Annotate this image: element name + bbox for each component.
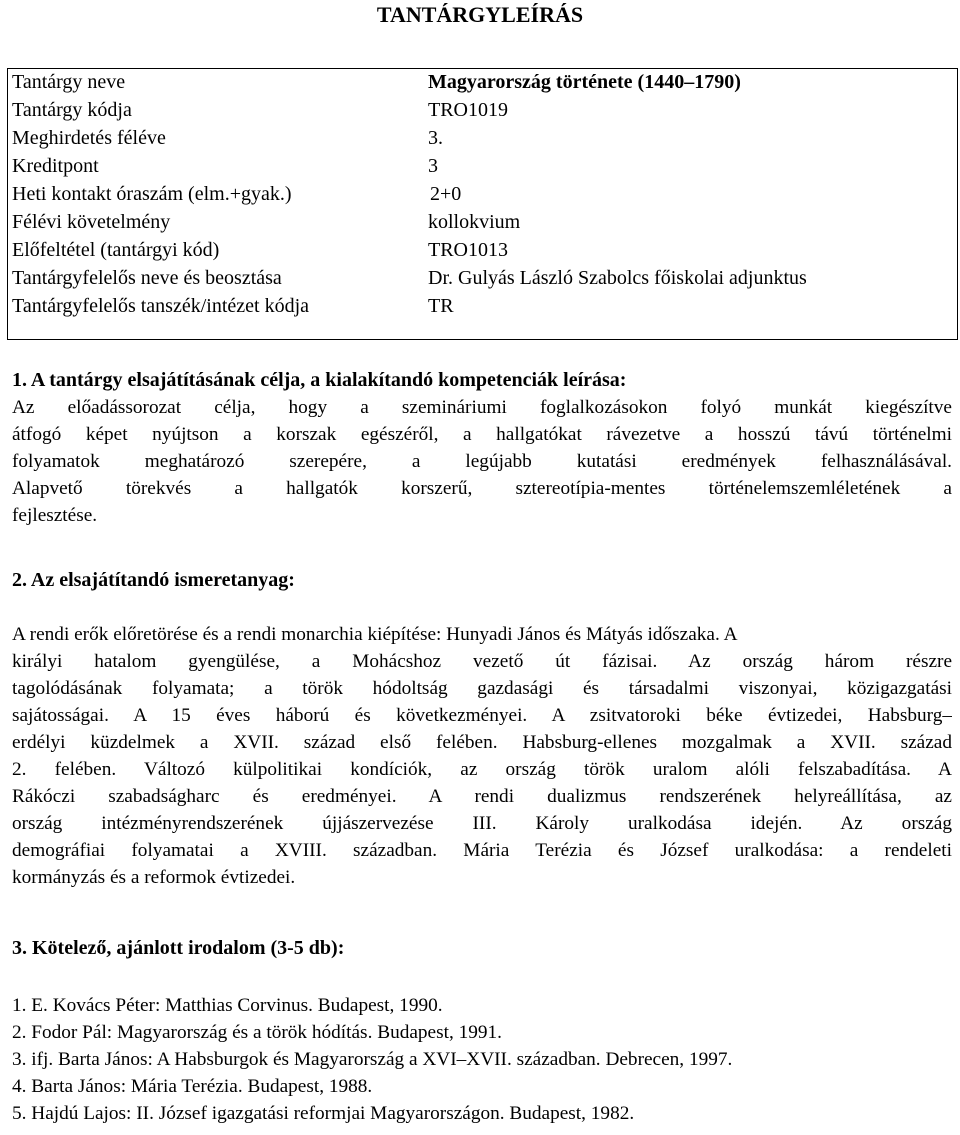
info-value: TR — [428, 295, 454, 317]
info-label: Tantárgy neve — [12, 71, 126, 93]
info-label: Előfeltétel (tantárgyi kód) — [12, 239, 220, 261]
paragraph-line: Rákóczi szabadságharc és eredményei. A rendi dualizmus rendszerének helyreállítása, az — [12, 786, 952, 807]
paragraph-line: demográfiai folyamatai a XVIII. században. Mária Terézia és József uralkodása: a rendeleti — [12, 840, 952, 861]
paragraph-line: A rendi erők előretörése és a rendi monarchia kiépítése: Hunyadi János és Mátyás időszaka. A — [12, 624, 738, 645]
info-label: Tantárgyfelelős neve és beosztása — [12, 267, 282, 289]
info-label: Félévi követelmény — [12, 211, 171, 233]
info-value: TRO1019 — [428, 99, 508, 121]
info-value: Magyarország története (1440–1790) — [428, 71, 741, 93]
info-value: 3 — [428, 155, 438, 177]
section2-body — [12, 621, 952, 891]
reference-item: 3. ifj. Barta János: A Habsburgok és Magyarország a XVI–XVII. században. Debrecen, 1997. — [12, 1049, 733, 1070]
paragraph-line: sajátosságai. A 15 éves háború és következményei. A zsitvatoroki béke évtizedei, Habsburg– — [12, 705, 952, 726]
paragraph-line: Az előadássorozat célja, hogy a szemináriumi foglalkozásokon folyó munkát kiegészítve — [12, 397, 952, 418]
info-label: Heti kontakt óraszám (elm.+gyak.) — [12, 183, 292, 205]
paragraph-line: átfogó képet nyújtson a korszak egészéről, a hallgatókat rávezetve a hosszú távú történelmi — [12, 424, 952, 445]
info-label: Tantárgy kódja — [12, 99, 132, 121]
reference-item: 2. Fodor Pál: Magyarország és a török hódítás. Budapest, 1991. — [12, 1022, 502, 1043]
section1-body — [12, 394, 952, 529]
paragraph-line: folyamatok meghatározó szerepére, a legújabb kutatási eredmények felhasználásával. — [12, 451, 952, 472]
course-info-table — [7, 68, 958, 340]
info-label: Tantárgyfelelős tanszék/intézet kódja — [12, 295, 310, 317]
section1-heading: 1. A tantárgy elsajátításának célja, a kialakítandó kompetenciák leírása: — [12, 369, 627, 391]
reference-item: 4. Barta János: Mária Terézia. Budapest, 1988. — [12, 1076, 373, 1097]
paragraph-line: ország intézményrendszerének újjászervezése III. Károly uralkodása idején. Az ország — [12, 813, 952, 834]
paragraph-line: kormányzás és a reformok évtizedei. — [12, 867, 296, 888]
info-value: 3. — [428, 127, 443, 149]
paragraph-line: tagolódásának folyamata; a török hódoltság gazdasági és társadalmi viszonyai, közigazgatási — [12, 678, 952, 699]
section3-heading: 3. Kötelező, ajánlott irodalom (3-5 db): — [12, 937, 345, 959]
paragraph-line: fejlesztése. — [12, 505, 98, 526]
reference-item: 1. E. Kovács Péter: Matthias Corvinus. Budapest, 1990. — [12, 995, 443, 1016]
info-label: Kreditpont — [12, 155, 99, 177]
document-title: TANTÁRGYLEÍRÁS — [376, 2, 584, 27]
paragraph-line: Alapvető törekvés a hallgatók korszerű, sztereotípia-mentes történelemszemléletének a — [12, 478, 952, 499]
paragraph-line: 2. felében. Változó külpolitikai kondíciók, az ország török uralom alóli felszabadítása. A — [12, 759, 952, 780]
paragraph-line: királyi hatalom gyengülése, a Mohácshoz vezető út fázisai. Az ország három részre — [12, 651, 952, 672]
info-value: TRO1013 — [428, 239, 508, 261]
paragraph-line: erdélyi küzdelmek a XVII. század első felében. Habsburg-ellenes mozgalmak a XVII. század — [12, 732, 952, 753]
info-value: kollokvium — [428, 211, 521, 233]
info-value: Dr. Gulyás László Szabolcs főiskolai adjunktus — [428, 267, 807, 289]
info-value: 2+0 — [430, 183, 462, 205]
reference-item: 5. Hajdú Lajos: II. József igazgatási reformjai Magyarországon. Budapest, 1982. — [12, 1103, 635, 1124]
section2-heading: 2. Az elsajátítandó ismeretanyag: — [12, 569, 295, 591]
info-label: Meghirdetés féléve — [12, 127, 166, 149]
